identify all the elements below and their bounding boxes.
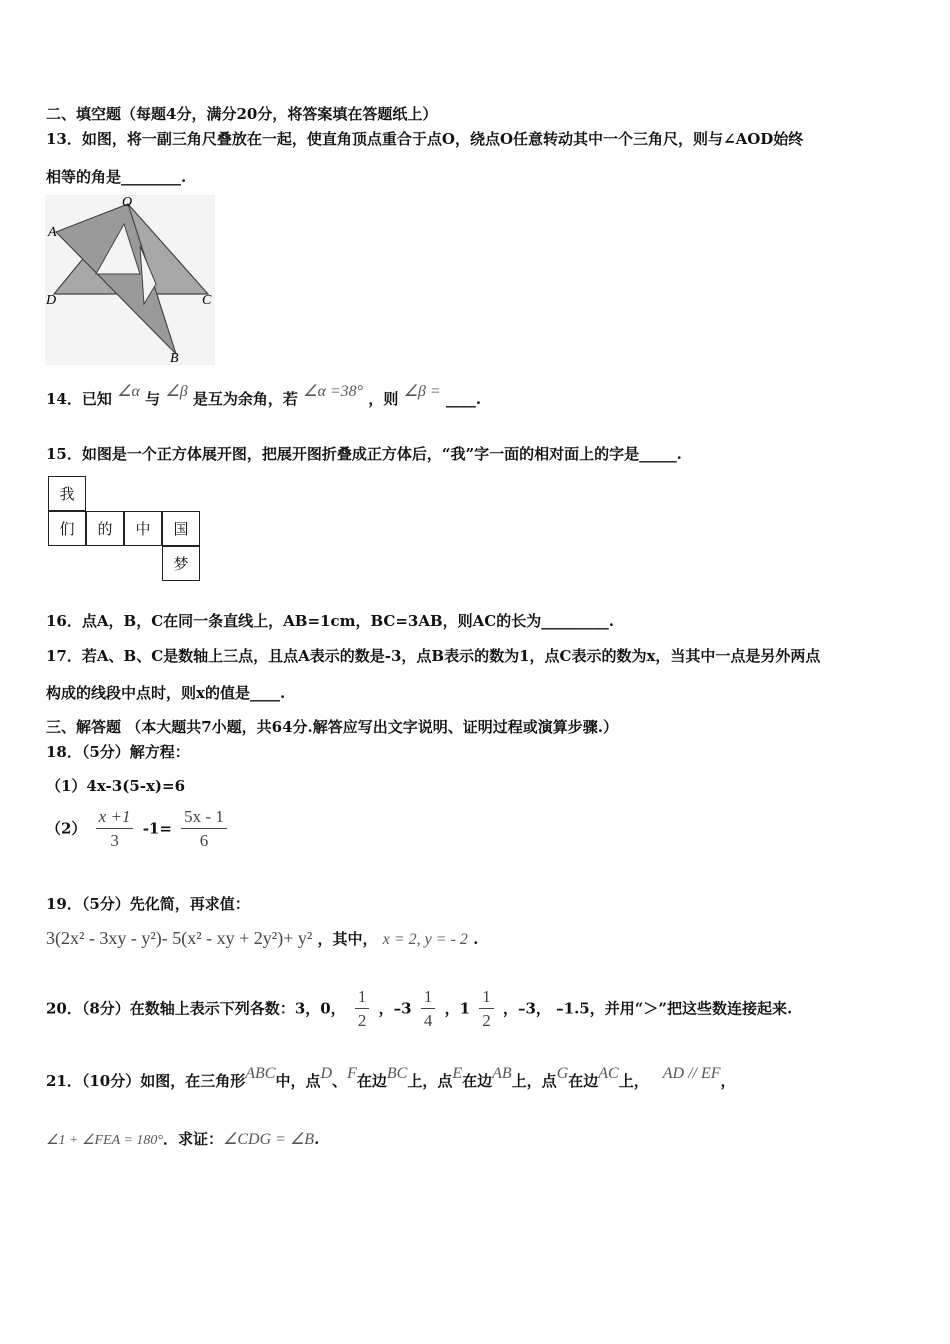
fraction-numerator: 1	[421, 986, 436, 1009]
q14-prefix: 14．已知	[46, 390, 112, 408]
q21-p11: ．求证：	[163, 1130, 224, 1148]
q14-question: ∠β =	[403, 383, 441, 400]
q21-p4: 在边	[356, 1072, 387, 1090]
q21-f: F	[347, 1065, 357, 1082]
question-18-part1: （1）4x-3(5-x)=6	[46, 777, 186, 795]
label-o: O	[122, 195, 133, 210]
cube-net-blank	[86, 546, 124, 581]
cube-face: 中	[124, 511, 162, 546]
q14-suffix: ____.	[445, 390, 482, 408]
question-19-expression	[46, 928, 478, 949]
question-13-line2: 相等的角是________.	[46, 168, 187, 186]
q21-goal: ∠CDG = ∠B	[223, 1131, 315, 1148]
fraction-numerator: x +1	[96, 806, 134, 829]
q14-mid3: ，则	[368, 390, 399, 408]
question-14	[46, 383, 482, 409]
fraction-numerator: 5x - 1	[181, 806, 227, 829]
q20-sep2: ，1	[444, 999, 470, 1018]
q18-middle: -1=	[142, 819, 172, 838]
q21-ac: AC	[598, 1065, 619, 1082]
cube-face-top: 我	[48, 476, 86, 511]
label-b: B	[170, 351, 179, 366]
q21-p6: 在边	[462, 1072, 493, 1090]
cube-face: 国	[162, 511, 200, 546]
question-21-line1	[46, 1065, 736, 1091]
triangle-rulers-figure	[44, 194, 216, 366]
fraction-denominator: 2	[482, 1011, 491, 1030]
question-20	[46, 986, 792, 1033]
q20-fraction-1	[355, 986, 370, 1033]
q21-p3: 、	[332, 1072, 348, 1090]
q21-ab: AB	[492, 1065, 512, 1082]
q21-p1: 21．（10分）如图，在三角形	[46, 1072, 246, 1090]
question-18-title: 18．（5分）解方程：	[46, 743, 190, 761]
cube-net-blank	[48, 546, 86, 581]
q19-expression: 3(2x² - 3xy - y²)- 5(x² - xy + 2y²)+ y²	[46, 928, 313, 948]
q18-fraction-right	[181, 806, 227, 853]
q21-p12: .	[314, 1130, 320, 1148]
section-heading-solutions: 三、解答题 （本大题共7小题，共64分.解答应写出文字说明、证明过程或演算步骤.）	[46, 718, 618, 736]
cube-net-blank	[162, 476, 200, 511]
q19-values: x = 2, y = - 2	[382, 931, 468, 948]
q14-alpha: ∠α	[117, 383, 140, 400]
q21-p10: ，	[720, 1072, 736, 1090]
q21-condition: ∠1 + ∠FEA = 180°	[46, 1133, 163, 1148]
fraction-denominator: 2	[357, 1011, 367, 1030]
cube-face: 的	[86, 511, 124, 546]
fraction-denominator: 6	[199, 831, 209, 850]
cube-face: 们	[48, 511, 86, 546]
label-d: D	[46, 293, 57, 308]
cube-net-blank	[124, 476, 162, 511]
q19-mid: ，其中，	[317, 930, 378, 948]
fraction-denominator: 3	[110, 831, 119, 850]
question-15: 15．如图是一个正方体展开图，把展开图折叠成正方体后，“我”字一面的相对面上的字是_____.	[46, 445, 682, 463]
q21-p8: 在边	[568, 1072, 599, 1090]
q19-end: .	[473, 930, 479, 948]
q18-fraction-left	[96, 806, 134, 853]
q20-prefix: 20．（8分）在数轴上表示下列各数：3，0，	[46, 999, 346, 1018]
question-13-line1: 13．如图，将一副三角尺叠放在一起，使直角顶点重合于点O，绕点O任意转动其中一个三角尺，则与∠AOD始终	[46, 130, 804, 148]
label-a: A	[48, 225, 57, 240]
fraction-numerator: 1	[479, 986, 494, 1009]
question-17-line1: 17．若A、B、C是数轴上三点，且点A表示的数是-3，点B表示的数为1，点C表示的数为x，当其中一点是另外两点	[46, 647, 821, 665]
q21-g: G	[556, 1065, 569, 1082]
q21-p5: 上，点	[407, 1072, 453, 1090]
q21-parallel: AD // EF	[662, 1065, 721, 1082]
q20-sep1: ，–3	[378, 999, 412, 1018]
question-16: 16．点A，B，C在同一条直线上，AB=1cm，BC=3AB，则AC的长为_________.	[46, 612, 614, 630]
q21-e: E	[452, 1065, 463, 1082]
q21-p7: 上，点	[511, 1072, 557, 1090]
q14-mid2: 是互为余角，若	[192, 390, 298, 408]
q20-fraction-2	[421, 986, 436, 1033]
question-17-line2: 构成的线段中点时，则x的值是____.	[46, 684, 286, 702]
q14-mid1: 与	[145, 390, 161, 408]
q14-beta: ∠β	[165, 383, 188, 400]
fraction-numerator: 1	[355, 986, 370, 1009]
question-18-part2	[46, 806, 231, 853]
question-19-title: 19．（5分）先化简，再求值：	[46, 895, 250, 913]
cube-net	[48, 476, 200, 581]
cube-net-blank	[124, 546, 162, 581]
label-c: C	[202, 293, 212, 308]
q21-bc: BC	[386, 1065, 408, 1082]
cube-face-bottom: 梦	[162, 546, 200, 581]
q21-d: D	[320, 1065, 333, 1082]
q21-p9: 上，	[618, 1072, 649, 1090]
q14-condition: ∠α =38°	[303, 383, 364, 400]
q20-suffix: ，–3， –1.5，并用“＞”把这些数连接起来.	[502, 999, 793, 1018]
q18-part2-label: （2）	[46, 819, 87, 838]
q20-fraction-3	[479, 986, 494, 1033]
q21-p2: 中，点	[275, 1072, 321, 1090]
question-21-line2	[46, 1128, 319, 1149]
fraction-denominator: 4	[423, 1011, 433, 1030]
cube-net-blank	[86, 476, 124, 511]
q21-abc: ABC	[245, 1065, 276, 1082]
section-heading-fill-in: 二、填空题（每题4分，满分20分，将答案填在答题纸上）	[46, 105, 438, 123]
